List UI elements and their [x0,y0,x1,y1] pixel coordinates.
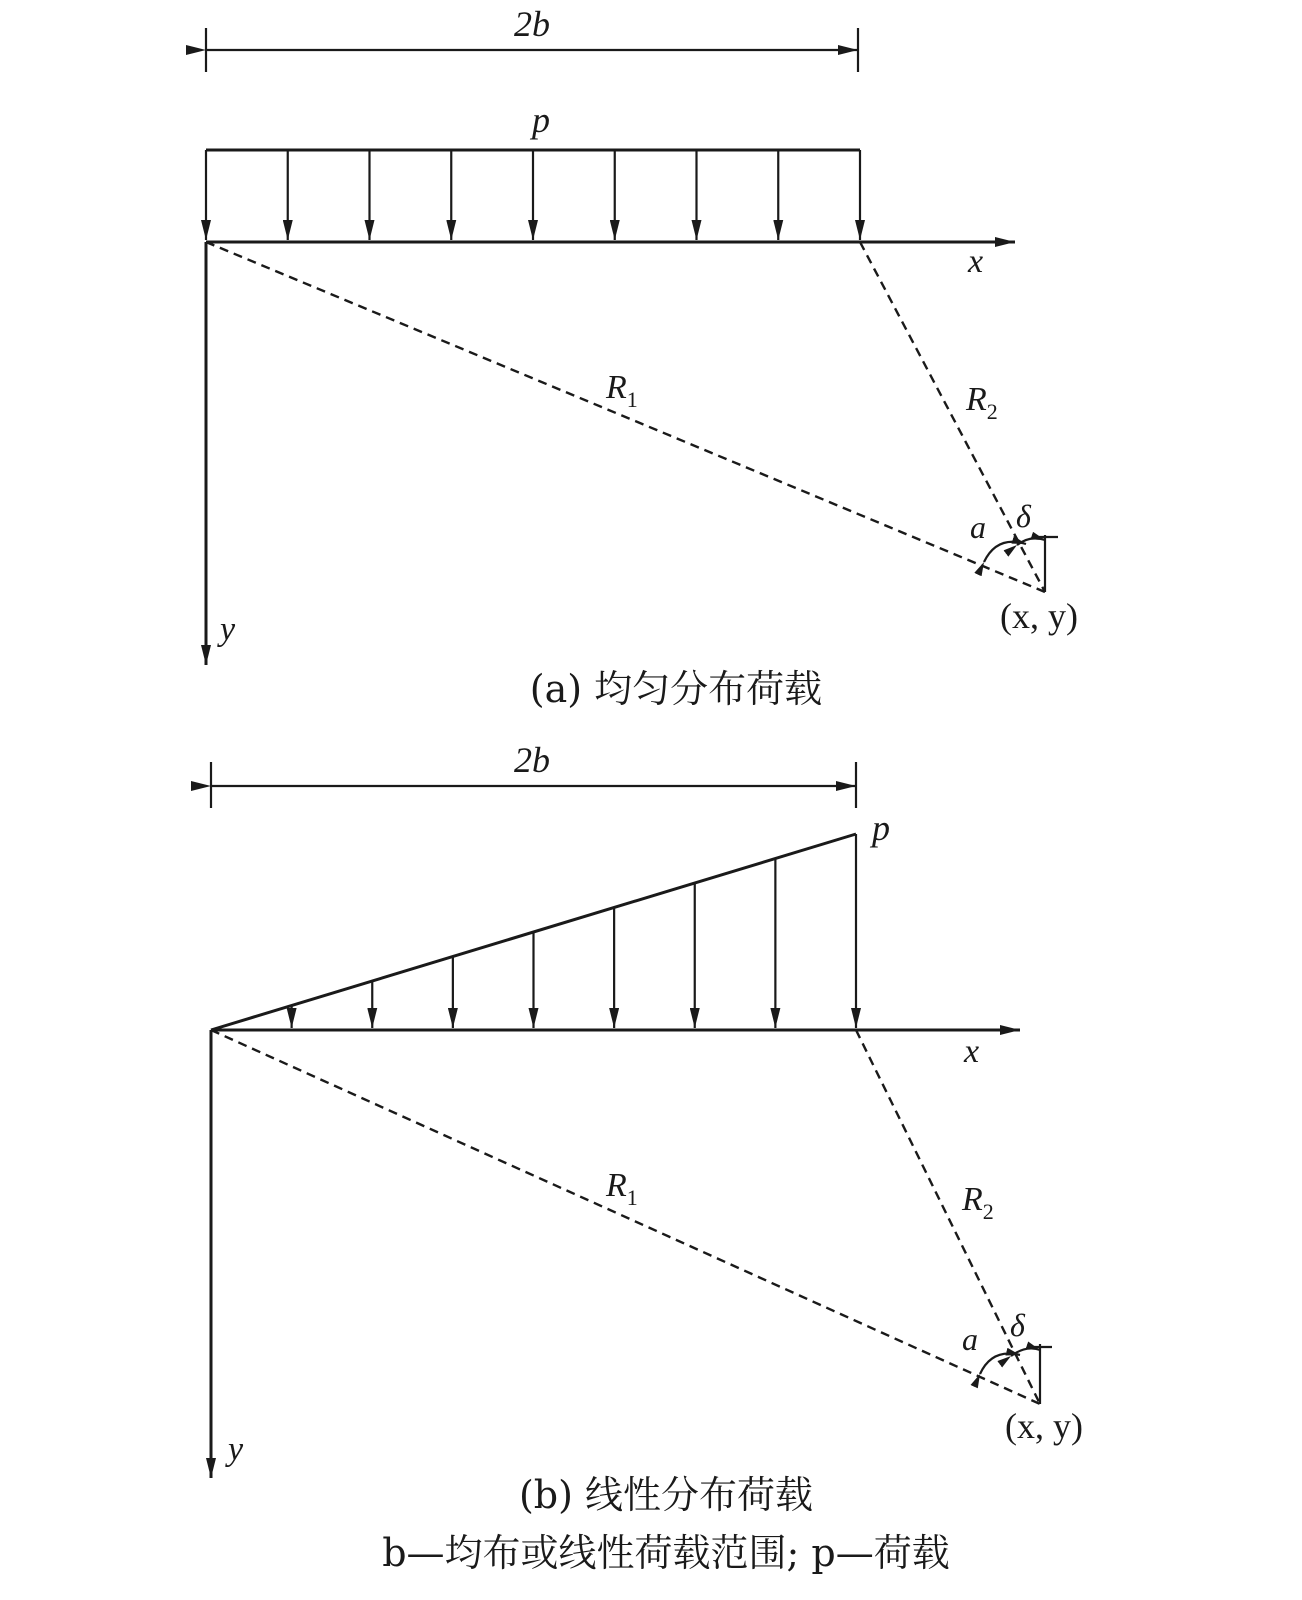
span-dimension-a [206,4,858,72]
delta-label-b: δ [1010,1307,1025,1343]
load-arrows-b [292,834,856,1028]
x-axis-label-a: x [968,243,984,280]
caption-b: (b) 线性分布荷载 [518,1473,814,1517]
x-axis-label-b: x [964,1033,980,1070]
r1-line-b [211,1030,1040,1404]
legend-text: b—均布或线性荷载范围; p—荷载 [382,1531,950,1575]
uniform-load [206,100,860,240]
point-label-b: (x, y) [1005,1406,1083,1446]
r2-line-a [860,242,1045,592]
r1-label-b: $R_1$ [606,1167,638,1210]
r2-line-b [856,1030,1040,1404]
angle-marks-b [980,1344,1052,1404]
span-label-b: 2b [514,740,550,780]
load-arrows-a [206,150,860,240]
y-axis-label-a: y [220,611,236,648]
y-axis-label-b: y [228,1431,244,1468]
r1-label-a: $R_1$ [606,369,638,412]
load-label-b: p [872,808,890,848]
r1-line-a [206,242,1045,592]
linear-load [211,808,890,1030]
angle-marks-a [984,535,1058,592]
span-dimension-b [211,740,856,808]
caption-a: (a) 均匀分布荷载 [529,667,823,711]
panel-b [211,740,1083,1517]
alpha-label-b: a [962,1321,978,1357]
panel-a [206,4,1078,711]
delta-label-a: δ [1016,498,1031,534]
span-label-a: 2b [514,4,550,44]
load-label-a: p [532,100,550,140]
r2-label-a: $R_2$ [966,381,998,424]
r2-label-b: $R_2$ [962,1181,994,1224]
point-label-a: (x, y) [1000,596,1078,636]
alpha-label-a: a [970,509,986,545]
